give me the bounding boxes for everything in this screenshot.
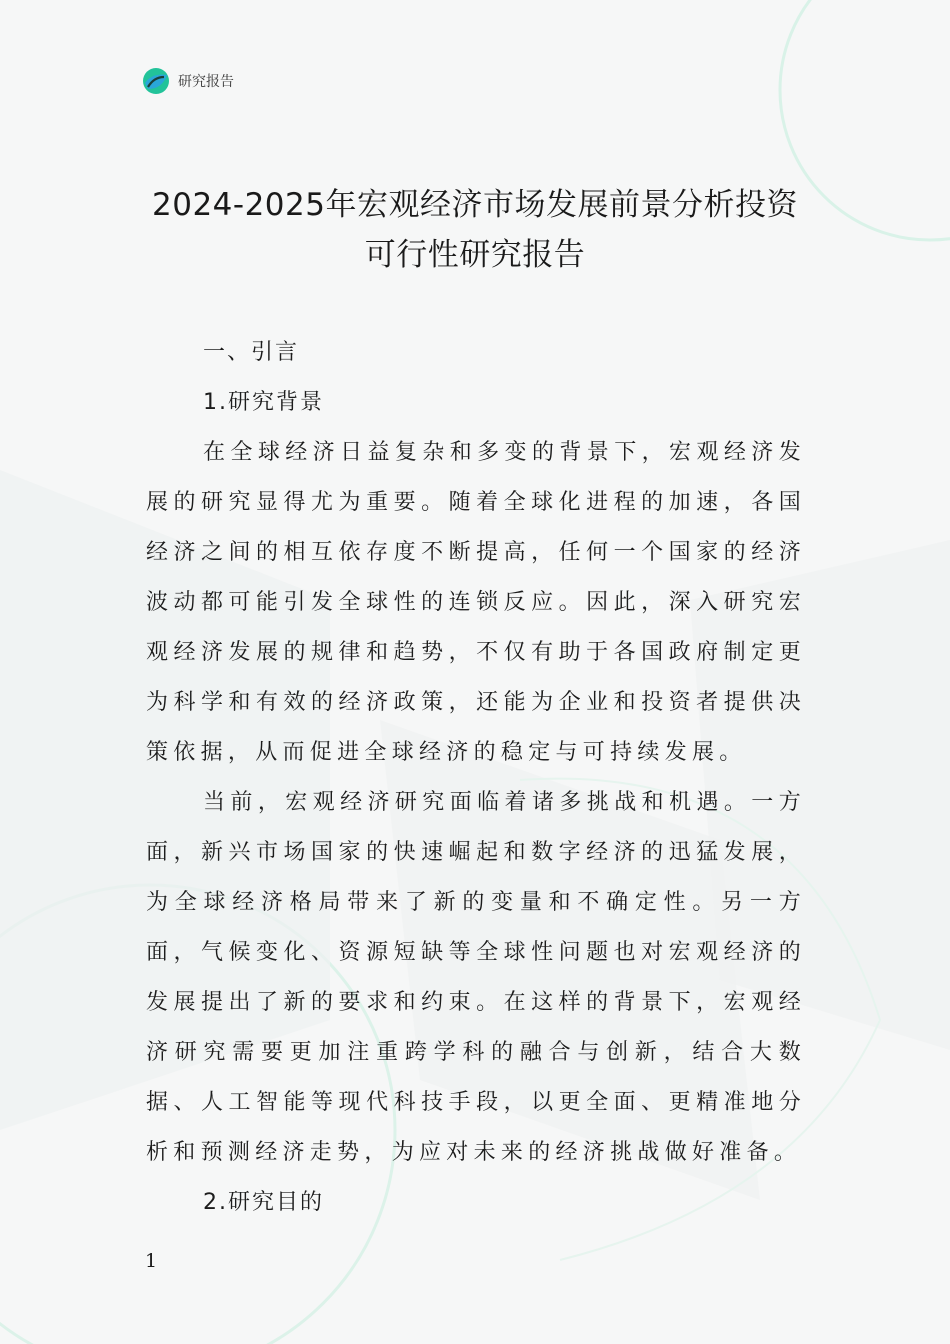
header-label: 研究报告 — [178, 74, 234, 90]
document-body — [146, 328, 806, 1228]
page-number: 1 — [145, 1250, 158, 1272]
page-header — [142, 66, 234, 96]
leaf-logo-icon — [142, 67, 170, 95]
document-title: 2024-2025年宏观经济市场发展前景分析投资可行性研究报告 — [152, 187, 798, 273]
body-paragraph: 当前，宏观经济研究面临着诸多挑战和机遇。一方面，新兴市场国家的快速崛起和数字经济的迅猛发展，为全球经济格局带来了新的变量和不确定性。另一方面，气候变化、资源短缺等全球性问题也对宏观经济的发展提出了新的要求和约束。在这样的背景下，宏观经济研究需要更加注重跨学科的融合与创新，结合大数据、人工智能等现代科技手段，以更全面、更精准地分析和预测经济走势，为应对未来的经济挑战做好准备。 — [146, 790, 806, 1165]
subsection-heading: 1.研究背景 — [203, 390, 324, 415]
subsection-heading: 2.研究目的 — [203, 1190, 324, 1215]
body-paragraph: 在全球经济日益复杂和多变的背景下，宏观经济发展的研究显得尤为重要。随着全球化进程的加速，各国经济之间的相互依存度不断提高，任何一个国家的经济波动都可能引发全球性的连锁反应。因此，深入研究宏观经济发展的规律和趋势，不仅有助于各国政府制定更为科学和有效的经济政策，还能为企业和投资者提供决策依据，从而促进全球经济的稳定与可持续发展。 — [146, 440, 806, 765]
section-heading: 一、引言 — [203, 340, 300, 365]
